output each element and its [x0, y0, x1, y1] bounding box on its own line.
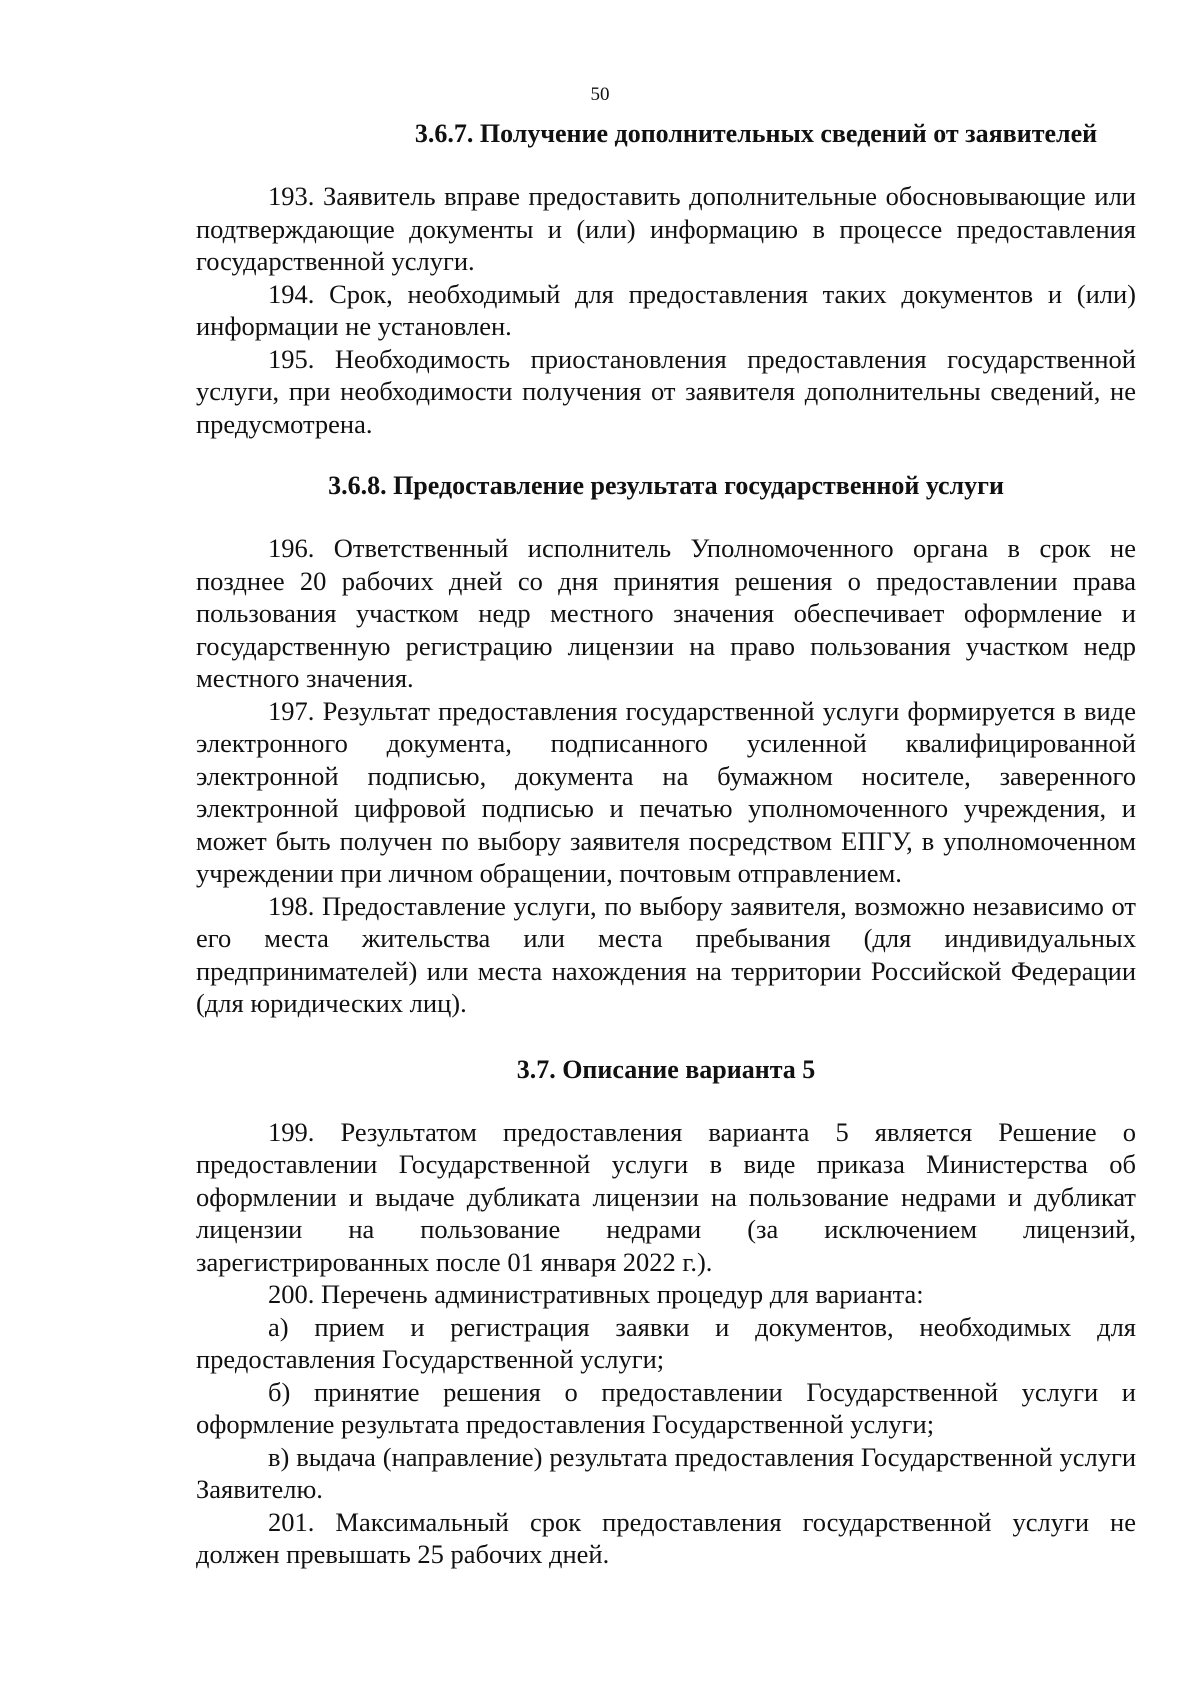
section-heading: 3.6.8. Предоставление результата государственной услуги — [328, 471, 1004, 500]
paragraph: 197. Результат предоставления государственной услуги формируется в виде электронного документа, подписанного усиленной квалифицированной электронной подписью, документа на бумажном носителе, заверенного электронной цифровой подписью и печатью уполномоченного учреждения, и может быть получен по выбору заявителя посредством ЕПГУ, в уполномоченном учреждении при личном обращении, почтовым отправлением. — [196, 695, 1136, 888]
section-heading: 3.6.7. Получение дополнительных сведений от заявителей — [414, 119, 1098, 148]
paragraph: 200. Перечень административных процедур для варианта: — [268, 1279, 924, 1309]
section-heading: 3.7. Описание варианта 5 — [516, 1054, 816, 1084]
page-number: 50 — [590, 84, 610, 105]
paragraph: 196. Ответственный исполнитель Уполномоченного органа в срок не позднее 20 рабочих дней со дня принятия решения о предоставлении права пользования участком недр местного значения обеспечивает оформление и государственную регистрацию лицензии на право пользования участком недр местного значения. — [196, 533, 1136, 693]
list-item: б) принятие решения о предоставлении Государственной услуги и оформление результата предоставления Государственной услуги; — [196, 1376, 1136, 1439]
list-item: а) прием и регистрация заявки и документов, необходимых для предоставления Государственной услуги; — [196, 1311, 1136, 1374]
list-item: в) выдача (направление) результата предоставления Государственной услуги Заявителю. — [196, 1441, 1136, 1504]
paragraph: 201. Максимальный срок предоставления государственной услуги не должен превышать 25 рабочих дней. — [196, 1506, 1136, 1569]
paragraph: 198. Предоставление услуги, по выбору заявителя, возможно независимо от его места жительства или места пребывания (для индивидуальных предпринимателей) или места нахождения на территории Российской Федерации (для юридических лиц). — [196, 890, 1136, 1018]
paragraph: 199. Результатом предоставления варианта 5 является Решение о предоставлении Государственной услуги в виде приказа Министерства об оформлении и выдаче дубликата лицензии на пользование недрами и дубликат лицензии на пользование недрами (за исключением лицензий, зарегистрированных после 01 января 2022 г.). — [196, 1116, 1136, 1277]
paragraph: 195. Необходимость приостановления предоставления государственной услуги, при необходимости получения от заявителя дополнительны сведений, не предусмотрена. — [196, 343, 1136, 439]
document-body — [196, 118, 1136, 1571]
paragraph: 193. Заявитель вправе предоставить дополнительные обосновывающие или подтверждающие документы и (или) информацию в процессе предоставления государственной услуги. — [196, 181, 1136, 276]
paragraph: 194. Срок, необходимый для предоставления таких документов и (или) информации не установлен. — [196, 278, 1136, 341]
